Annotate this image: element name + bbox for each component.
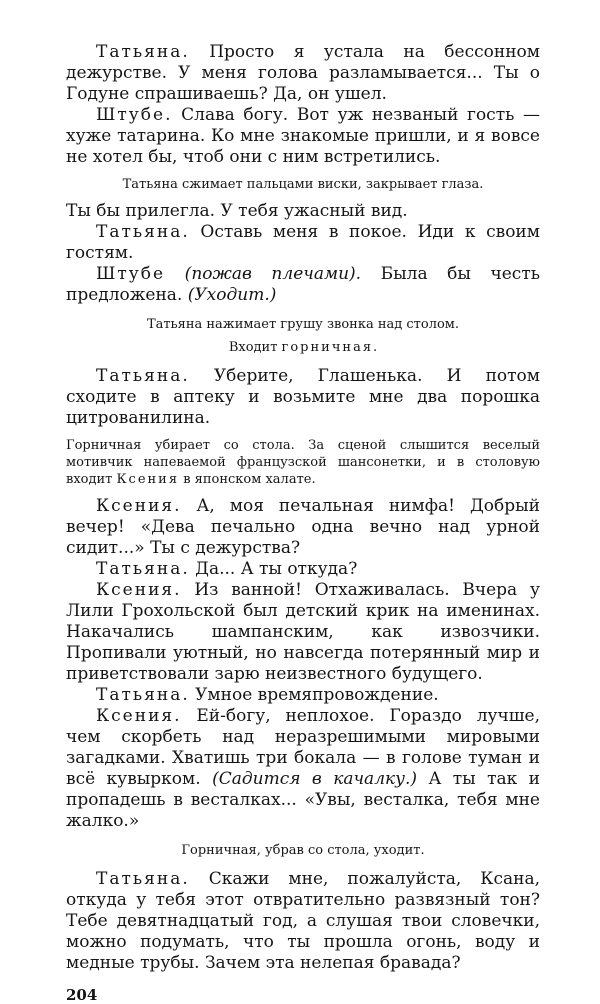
speaker-name: Татьяна. [96,869,190,889]
stage-direction [66,437,540,488]
stage-direction: Татьяна сжимает пальцами виски, закрывает глаза. [122,177,484,192]
paragraph [66,559,540,580]
speech-text: Уберите, Глашенька. И потом сходите в аптеку и возьмите мне два порошка цитрованилина. [66,366,540,428]
paragraph [66,869,540,974]
speaker-name: Татьяна. [96,559,190,579]
paragraph [66,201,540,222]
character-name: горничная [281,340,374,355]
paragraph [66,264,540,306]
speech-text: Скажи мне, пожалуйста, Ксана, откуда у тебя этот отвратительно развязный тон? Тебе девятнадцатый год, а слушая твои словечки, можно подумать, что ты прошла огонь, воду и медные трубы. Зачем эта нелепая бравада? [66,869,540,973]
paragraph [66,706,540,832]
speaker-name: Татьяна. [96,685,190,705]
remark-italic: (Уходит.) [182,285,277,305]
paragraph [66,105,540,168]
stage-text: Входит [228,340,282,355]
speech-text: Просто я устала на бессонном дежурстве. У меня голова разламывается... Ты о Годуне спрашиваешь? Да, он ушел. [66,42,540,104]
stage-text: . [373,340,378,355]
paragraph [66,685,540,706]
speaker-name: Татьяна. [96,42,190,62]
speaker-name: Штубе. [96,105,173,125]
speech-text: Умное времяпровождение. [189,685,439,705]
paragraph [66,42,540,105]
remark-italic: (Садится в качалку.) [200,769,418,789]
paragraph [66,580,540,685]
speaker-name: Ксения. [96,496,182,516]
speech-text: Слава богу. Вот уж незваный гость — хуже татарина. Ко мне знакомые пришли, и я вовсе не хотел бы, чтоб они с ним встретились. [66,105,540,167]
speech-text: Из ванной! Отхаживалась. Вчера у Лили Грохольской был детский крик на именинах. Накачались шампанским, как извозчики. Пропивали уютный, но навсегда потерянный мир и приветствовали зарю неизвестного будущего. [66,580,540,684]
character-name: Ксения [116,472,180,487]
stage-text: Горничная убирает со стола. За сценой слышится веселый мотивчик напеваемой французской шансонетки, и в столовую входит [66,438,540,487]
speaker-name: Ксения. [96,706,182,726]
page [66,42,540,1004]
speech-text: Была бы честь предложена. [66,264,540,305]
page-number: 204 [66,986,98,1004]
paragraph [66,496,540,559]
speaker-name: Татьяна. [96,366,190,386]
speaker-name: Ксения. [96,580,182,600]
speech-text: Ты бы прилегла. У тебя ужасный вид. [66,201,408,221]
stage-text: в японском халате. [179,472,316,487]
speech-text: Оставь меня в покое. Иди к своим гостям. [66,222,540,263]
speech-text: Да... А ты откуда? [189,559,358,579]
speaker-name: Штубе [96,264,166,284]
stage-direction: Горничная, убрав со стола, уходит. [181,843,425,858]
speech-text: А ты так и пропадешь в весталках... «Увы, весталка, тебя мне жалко.» [66,769,541,831]
remark-italic: (пожав плечами). [165,264,362,284]
speaker-name: Татьяна. [96,222,190,242]
paragraph [66,222,540,264]
paragraph [66,366,540,429]
stage-direction [66,339,540,356]
stage-direction: Татьяна нажимает грушу звонка над столом. [146,317,460,332]
speech-text: А, моя печальная нимфа! Добрый вечер! «Дева печально одна вечно над урной сидит...» Ты с дежурства? [66,496,540,558]
speech-text: Ей-богу, неплохое. Гораздо лучше, чем скорбеть над неразрешимыми мировыми загадками. Хватишь три бокала — в голове туман и всё кувырком. [66,706,540,789]
